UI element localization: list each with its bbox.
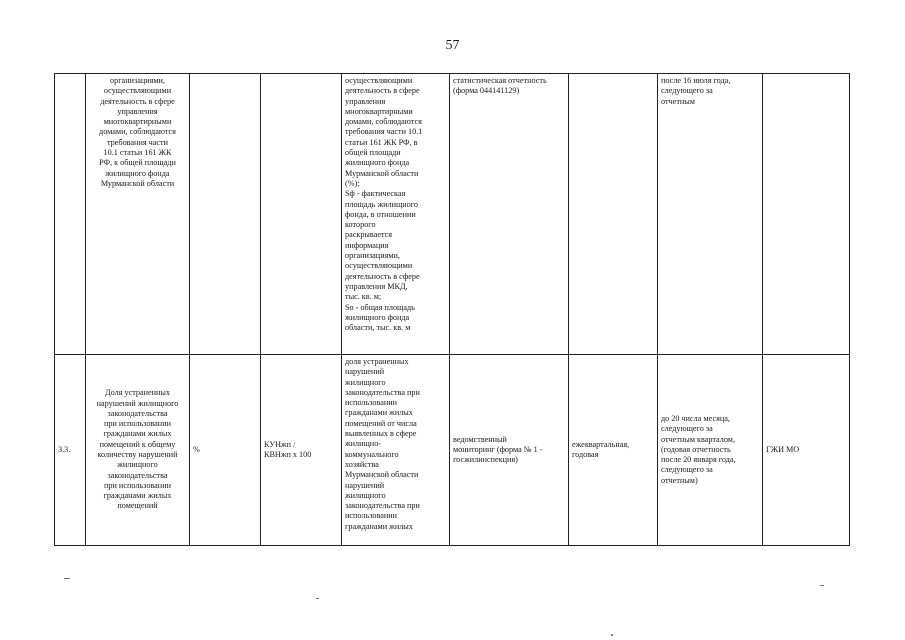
- cell-periodicity: ежеквартальная, годовая: [569, 355, 658, 546]
- cell-unit: %: [190, 355, 261, 546]
- cell-responsible: ГЖИ МО: [763, 355, 850, 546]
- cell-unit: [190, 74, 261, 355]
- cell-deadline: после 16 июля года, следующего за отчетным: [658, 74, 763, 355]
- indicator-table: [54, 73, 850, 546]
- scan-speck: [64, 578, 70, 579]
- scan-speck: [820, 585, 824, 586]
- table-row-continuation: [55, 74, 850, 355]
- table-row-3-3: [55, 355, 850, 546]
- scan-speck: [316, 598, 319, 599]
- cell-indicator-name: Доля устраненных нарушений жилищного законодательства при использовании гражданами жилых помещений к общему количеству нарушений жилищного законодательства при использовании гражданами жилых помещений: [86, 355, 190, 546]
- cell-num: 3.3.: [55, 355, 86, 546]
- cell-formula: [261, 74, 342, 355]
- scan-speck: [611, 634, 613, 636]
- cell-source: статистическая отчетность (форма 044141129): [450, 74, 569, 355]
- cell-periodicity: [569, 74, 658, 355]
- cell-deadline: до 20 числа месяца, следующего за отчетным кварталом, (годовая отчетность после 20 января года, следующего за отчетным): [658, 355, 763, 546]
- page-number: 57: [445, 38, 460, 53]
- cell-indicator-name: организациями, осуществляющими деятельность в сфере управления многоквартирными домами, соблюдаются требования части 10.1 статьи 161 ЖК РФ, к общей площади жилищного фонда Мурманской области: [86, 74, 190, 355]
- cell-formula: КУНжп / КВНжп х 100: [261, 355, 342, 546]
- cell-num: [55, 74, 86, 355]
- cell-source: ведомственный мониторинг (форма № 1 - госжилинспекция): [450, 355, 569, 546]
- cell-definition: доля устраненных нарушений жилищного законодательства при использовании гражданами жилых помещений от числа выявленных в сфере жилищно- коммунального хозяйства Мурманской области нарушений жилищного законодательства при использовании гражданами жилых: [342, 355, 450, 546]
- cell-definition: осуществляющими деятельность в сфере управления многоквартирными домами, соблюдаются требования части 10.1 статьи 161 ЖК РФ, в общей площади жилищного фонда Мурманской области (%); Sф - фактическая площадь жилищного фонда, в отношении которого раскрывается информация организациями, осуществляющими деятельность в сфере управления МКД, тыс. кв. м; So - общая площадь жилищного фонда области, тыс. кв. м: [342, 74, 450, 355]
- cell-responsible: [763, 74, 850, 355]
